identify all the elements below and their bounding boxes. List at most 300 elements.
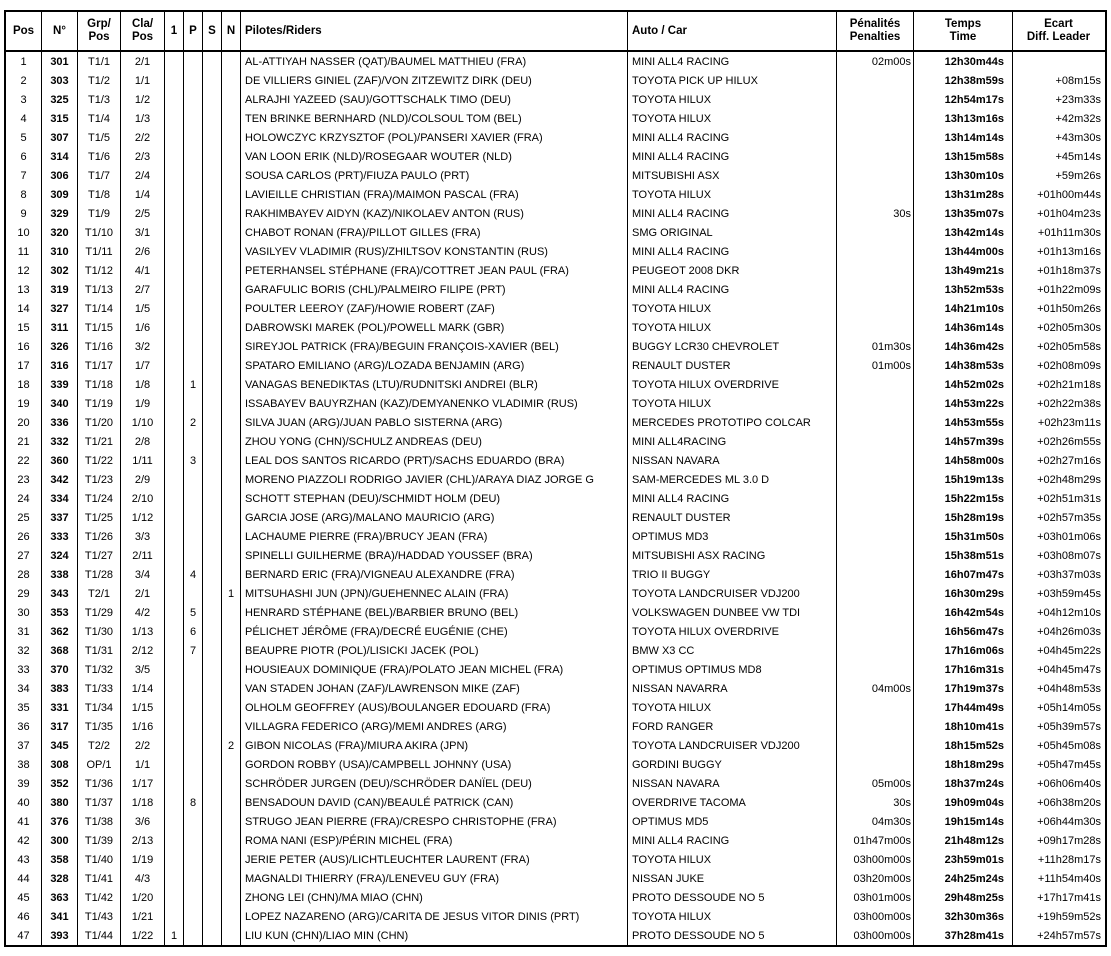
cell-col-n <box>222 774 241 793</box>
cell-pos: 13 <box>6 280 42 299</box>
cell-group-pos: T1/26 <box>78 527 121 546</box>
cell-riders: JERIE PETER (AUS)/LICHTLEUCHTER LAURENT (FRA) <box>241 850 628 869</box>
cell-number: 363 <box>42 888 78 907</box>
table-row <box>6 470 1105 489</box>
cell-riders: VASILYEV VLADIMIR (RUS)/ZHILTSOV KONSTANTIN (RUS) <box>241 242 628 261</box>
cell-col-s <box>203 280 222 299</box>
cell-group-pos: T1/18 <box>78 375 121 394</box>
cell-col-n <box>222 204 241 223</box>
cell-col-1 <box>165 71 184 90</box>
cell-time: 24h25m24s <box>914 869 1013 888</box>
cell-riders: ZHONG LEI (CHN)/MA MIAO (CHN) <box>241 888 628 907</box>
cell-number: 329 <box>42 204 78 223</box>
cell-col-1 <box>165 793 184 812</box>
header-group-line2: Pos <box>88 31 110 43</box>
cell-col-s <box>203 109 222 128</box>
cell-diff-leader: +02h27m16s <box>1037 454 1101 467</box>
cell-group-pos: T1/11 <box>78 242 121 261</box>
cell-number: 352 <box>42 774 78 793</box>
cell-penalty <box>837 166 914 185</box>
cell-penalty <box>837 660 914 679</box>
cell-group-pos: T1/30 <box>78 622 121 641</box>
cell-col-s <box>203 603 222 622</box>
cell-penalty <box>837 622 914 641</box>
cell-col-1 <box>165 755 184 774</box>
cell-diff-leader: +01h04m23s <box>1037 207 1101 220</box>
cell-car: TOYOTA HILUX <box>628 394 837 413</box>
cell-diff-leader: +04h26m03s <box>1037 625 1101 638</box>
cell-pos: 37 <box>6 736 42 755</box>
cell-pos: 27 <box>6 546 42 565</box>
cell-col-s <box>203 432 222 451</box>
cell-group-pos: T1/37 <box>78 793 121 812</box>
cell-group-pos: T1/14 <box>78 299 121 318</box>
cell-group-pos: T2/1 <box>78 584 121 603</box>
cell-riders: SILVA JUAN (ARG)/JUAN PABLO SISTERNA (ARG) <box>241 413 628 432</box>
table-row <box>6 793 1105 812</box>
cell-riders: SCHRÖDER JURGEN (DEU)/SCHRÖDER DANÏEL (DEU) <box>241 774 628 793</box>
cell-col-n <box>222 850 241 869</box>
results-table <box>4 10 1107 947</box>
cell-pos: 3 <box>6 90 42 109</box>
header-class-line2: Pos <box>131 31 154 43</box>
cell-pos: 16 <box>6 337 42 356</box>
cell-col-s <box>203 926 222 945</box>
cell-col-n <box>222 869 241 888</box>
cell-col-s <box>203 641 222 660</box>
cell-class-pos: 1/1 <box>121 71 165 90</box>
cell-col-1 <box>165 850 184 869</box>
cell-group-pos: T1/22 <box>78 451 121 470</box>
cell-car: TOYOTA PICK UP HILUX <box>628 71 837 90</box>
cell-col-s <box>203 242 222 261</box>
cell-class-pos: 1/13 <box>121 622 165 641</box>
table-row <box>6 413 1105 432</box>
cell-group-pos: T1/8 <box>78 185 121 204</box>
cell-number: 362 <box>42 622 78 641</box>
cell-col-n <box>222 166 241 185</box>
table-row <box>6 565 1105 584</box>
cell-penalty: 03h20m00s <box>837 869 914 888</box>
table-row <box>6 850 1105 869</box>
cell-number: 380 <box>42 793 78 812</box>
cell-class-pos: 1/3 <box>121 109 165 128</box>
cell-col-p: 6 <box>184 622 203 641</box>
cell-diff-leader: +06h06m40s <box>1037 777 1101 790</box>
cell-diff-leader: +02h05m58s <box>1037 340 1101 353</box>
cell-penalty: 30s <box>837 793 914 812</box>
cell-pos: 4 <box>6 109 42 128</box>
cell-col-s <box>203 584 222 603</box>
cell-col-n <box>222 888 241 907</box>
cell-col-1 <box>165 147 184 166</box>
cell-penalty <box>837 489 914 508</box>
cell-time: 14h36m14s <box>914 318 1013 337</box>
table-row <box>6 907 1105 926</box>
cell-col-p <box>184 147 203 166</box>
cell-number: 310 <box>42 242 78 261</box>
cell-time: 18h15m52s <box>914 736 1013 755</box>
cell-group-pos: T1/4 <box>78 109 121 128</box>
cell-col-s <box>203 812 222 831</box>
cell-diff-leader: +01h13m16s <box>1037 245 1101 258</box>
cell-number: 341 <box>42 907 78 926</box>
cell-group-pos: T1/21 <box>78 432 121 451</box>
cell-riders: LACHAUME PIERRE (FRA)/BRUCY JEAN (FRA) <box>241 527 628 546</box>
cell-col-n <box>222 128 241 147</box>
cell-col-1 <box>165 641 184 660</box>
cell-number: 324 <box>42 546 78 565</box>
cell-col-1 <box>165 204 184 223</box>
cell-penalty <box>837 223 914 242</box>
table-row <box>6 128 1105 147</box>
cell-col-p <box>184 508 203 527</box>
cell-penalty: 02m00s <box>837 52 914 71</box>
table-row <box>6 261 1105 280</box>
cell-class-pos: 2/5 <box>121 204 165 223</box>
cell-col-n <box>222 71 241 90</box>
cell-col-p <box>184 128 203 147</box>
cell-class-pos: 2/13 <box>121 831 165 850</box>
cell-col-n <box>222 660 241 679</box>
cell-col-s <box>203 546 222 565</box>
cell-col-p <box>184 717 203 736</box>
cell-time: 16h30m29s <box>914 584 1013 603</box>
cell-riders: ALRAJHI YAZEED (SAU)/GOTTSCHALK TIMO (DEU) <box>241 90 628 109</box>
cell-time: 16h56m47s <box>914 622 1013 641</box>
cell-diff-leader: +59m26s <box>1055 169 1101 182</box>
cell-col-p <box>184 698 203 717</box>
cell-class-pos: 2/1 <box>121 584 165 603</box>
cell-car: MINI ALL4 RACING <box>628 147 837 166</box>
cell-car: OVERDRIVE TACOMA <box>628 793 837 812</box>
cell-col-1 <box>165 394 184 413</box>
cell-pos: 20 <box>6 413 42 432</box>
cell-car: BUGGY LCR30 CHEVROLET <box>628 337 837 356</box>
cell-diff-leader: +02h21m18s <box>1037 378 1101 391</box>
cell-riders: SPINELLI GUILHERME (BRA)/HADDAD YOUSSEF (BRA) <box>241 546 628 565</box>
cell-penalty <box>837 432 914 451</box>
cell-number: 370 <box>42 660 78 679</box>
cell-group-pos: T1/16 <box>78 337 121 356</box>
cell-penalty <box>837 109 914 128</box>
cell-col-s <box>203 622 222 641</box>
cell-car: TRIO II BUGGY <box>628 565 837 584</box>
cell-col-p <box>184 850 203 869</box>
cell-diff-leader: +06h38m20s <box>1037 796 1101 809</box>
cell-group-pos: T1/32 <box>78 660 121 679</box>
cell-car: MINI ALL4 RACING <box>628 52 837 71</box>
cell-col-n <box>222 109 241 128</box>
cell-number: 360 <box>42 451 78 470</box>
cell-riders: BEAUPRE PIOTR (POL)/LISICKI JACEK (POL) <box>241 641 628 660</box>
cell-riders: VILLAGRA FEDERICO (ARG)/MEMI ANDRES (ARG) <box>241 717 628 736</box>
cell-col-p <box>184 299 203 318</box>
cell-time: 18h10m41s <box>914 717 1013 736</box>
table-row <box>6 185 1105 204</box>
cell-diff-leader: +02h08m09s <box>1037 359 1101 372</box>
cell-col-p <box>184 109 203 128</box>
cell-col-n: 2 <box>222 736 241 755</box>
cell-class-pos: 3/1 <box>121 223 165 242</box>
cell-time: 15h38m51s <box>914 546 1013 565</box>
table-row <box>6 109 1105 128</box>
cell-col-s <box>203 907 222 926</box>
cell-col-n <box>222 641 241 660</box>
cell-pos: 1 <box>6 52 42 71</box>
cell-penalty <box>837 755 914 774</box>
cell-riders: LEAL DOS SANTOS RICARDO (PRT)/SACHS EDUARDO (BRA) <box>241 451 628 470</box>
table-row <box>6 641 1105 660</box>
cell-time: 16h07m47s <box>914 565 1013 584</box>
cell-col-1 <box>165 90 184 109</box>
header-col-1: 1 <box>165 12 184 50</box>
cell-col-1 <box>165 869 184 888</box>
cell-pos: 42 <box>6 831 42 850</box>
cell-diff-leader: +01h18m37s <box>1037 264 1101 277</box>
cell-pos: 18 <box>6 375 42 394</box>
cell-class-pos: 1/19 <box>121 850 165 869</box>
cell-col-s <box>203 204 222 223</box>
cell-col-n <box>222 508 241 527</box>
cell-col-s <box>203 299 222 318</box>
cell-pos: 36 <box>6 717 42 736</box>
cell-col-s <box>203 755 222 774</box>
cell-time: 13h52m53s <box>914 280 1013 299</box>
cell-number: 342 <box>42 470 78 489</box>
cell-pos: 28 <box>6 565 42 584</box>
cell-car: VOLKSWAGEN DUNBEE VW TDI <box>628 603 837 622</box>
cell-riders: MORENO PIAZZOLI RODRIGO JAVIER (CHL)/ARAYA DIAZ JORGE G <box>241 470 628 489</box>
cell-col-p: 7 <box>184 641 203 660</box>
header-time-line2: Time <box>949 31 977 43</box>
cell-penalty: 03h00m00s <box>837 907 914 926</box>
cell-number: 317 <box>42 717 78 736</box>
cell-car: TOYOTA HILUX <box>628 907 837 926</box>
cell-number: 320 <box>42 223 78 242</box>
cell-col-s <box>203 90 222 109</box>
cell-col-s <box>203 679 222 698</box>
cell-pos: 47 <box>6 926 42 945</box>
cell-class-pos: 1/14 <box>121 679 165 698</box>
results-table-header <box>6 12 1105 52</box>
cell-class-pos: 2/12 <box>121 641 165 660</box>
cell-col-s <box>203 527 222 546</box>
cell-class-pos: 2/7 <box>121 280 165 299</box>
table-row <box>6 432 1105 451</box>
cell-riders: HENRARD STÉPHANE (BEL)/BARBIER BRUNO (BEL) <box>241 603 628 622</box>
cell-col-p <box>184 926 203 945</box>
cell-car: TOYOTA HILUX <box>628 90 837 109</box>
cell-class-pos: 2/4 <box>121 166 165 185</box>
cell-col-s <box>203 489 222 508</box>
cell-number: 309 <box>42 185 78 204</box>
cell-col-p <box>184 90 203 109</box>
cell-diff-leader: +24h57m57s <box>1037 929 1101 942</box>
cell-car: TOYOTA HILUX <box>628 185 837 204</box>
cell-riders: AL-ATTIYAH NASSER (QAT)/BAUMEL MATTHIEU (FRA) <box>241 52 628 71</box>
table-row <box>6 736 1105 755</box>
cell-class-pos: 1/4 <box>121 185 165 204</box>
cell-group-pos: T2/2 <box>78 736 121 755</box>
cell-car: OPTIMUS MD5 <box>628 812 837 831</box>
cell-col-s <box>203 223 222 242</box>
header-class-pos <box>121 12 165 50</box>
cell-col-1 <box>165 546 184 565</box>
cell-diff-leader: +43m30s <box>1055 131 1101 144</box>
cell-class-pos: 1/18 <box>121 793 165 812</box>
cell-col-1 <box>165 736 184 755</box>
cell-class-pos: 1/21 <box>121 907 165 926</box>
table-row <box>6 204 1105 223</box>
cell-col-1 <box>165 660 184 679</box>
cell-group-pos: T1/5 <box>78 128 121 147</box>
cell-riders: TEN BRINKE BERNHARD (NLD)/COLSOUL TOM (BEL) <box>241 109 628 128</box>
cell-pos: 40 <box>6 793 42 812</box>
cell-penalty <box>837 261 914 280</box>
cell-riders: ZHOU YONG (CHN)/SCHULZ ANDREAS (DEU) <box>241 432 628 451</box>
cell-riders: GARCIA JOSE (ARG)/MALANO MAURICIO (ARG) <box>241 508 628 527</box>
cell-time: 15h28m19s <box>914 508 1013 527</box>
cell-group-pos: T1/9 <box>78 204 121 223</box>
cell-time: 14h57m39s <box>914 432 1013 451</box>
cell-col-n <box>222 337 241 356</box>
cell-col-n <box>222 470 241 489</box>
cell-riders: POULTER LEEROY (ZAF)/HOWIE ROBERT (ZAF) <box>241 299 628 318</box>
cell-penalty <box>837 527 914 546</box>
cell-pos: 2 <box>6 71 42 90</box>
cell-group-pos: T1/36 <box>78 774 121 793</box>
cell-diff-leader: +05h45m08s <box>1037 739 1101 752</box>
cell-col-n <box>222 793 241 812</box>
cell-col-s <box>203 261 222 280</box>
cell-number: 311 <box>42 318 78 337</box>
cell-riders: SCHOTT STEPHAN (DEU)/SCHMIDT HOLM (DEU) <box>241 489 628 508</box>
cell-col-1 <box>165 413 184 432</box>
cell-pos: 5 <box>6 128 42 147</box>
cell-col-1 <box>165 584 184 603</box>
cell-pos: 32 <box>6 641 42 660</box>
cell-penalty <box>837 71 914 90</box>
cell-col-n <box>222 375 241 394</box>
cell-car: MITSUBISHI ASX RACING <box>628 546 837 565</box>
cell-pos: 29 <box>6 584 42 603</box>
cell-riders: LIU KUN (CHN)/LIAO MIN (CHN) <box>241 926 628 945</box>
cell-penalty <box>837 451 914 470</box>
cell-col-p <box>184 831 203 850</box>
cell-number: 339 <box>42 375 78 394</box>
cell-class-pos: 2/9 <box>121 470 165 489</box>
cell-pos: 22 <box>6 451 42 470</box>
cell-diff-leader: +19h59m52s <box>1037 910 1101 923</box>
cell-car: PROTO DESSOUDE NO 5 <box>628 926 837 945</box>
cell-penalty <box>837 584 914 603</box>
cell-time: 18h18m29s <box>914 755 1013 774</box>
cell-diff-leader: +09h17m28s <box>1037 834 1101 847</box>
cell-col-1 <box>165 679 184 698</box>
cell-group-pos: T1/12 <box>78 261 121 280</box>
table-row <box>6 375 1105 394</box>
cell-col-1 <box>165 242 184 261</box>
cell-col-1 <box>165 52 184 71</box>
cell-class-pos: 4/2 <box>121 603 165 622</box>
cell-car: BMW X3 CC <box>628 641 837 660</box>
cell-riders: GIBON NICOLAS (FRA)/MIURA AKIRA (JPN) <box>241 736 628 755</box>
table-row <box>6 508 1105 527</box>
cell-col-n <box>222 565 241 584</box>
cell-car: TOYOTA HILUX <box>628 318 837 337</box>
cell-pos: 7 <box>6 166 42 185</box>
cell-time: 18h37m24s <box>914 774 1013 793</box>
cell-class-pos: 2/8 <box>121 432 165 451</box>
cell-col-s <box>203 736 222 755</box>
cell-col-n <box>222 299 241 318</box>
table-row <box>6 90 1105 109</box>
cell-class-pos: 3/3 <box>121 527 165 546</box>
results-table-body <box>6 52 1105 945</box>
cell-riders: CHABOT RONAN (FRA)/PILLOT GILLES (FRA) <box>241 223 628 242</box>
cell-col-p: 5 <box>184 603 203 622</box>
header-time <box>914 12 1013 50</box>
cell-pos: 17 <box>6 356 42 375</box>
cell-col-p <box>184 736 203 755</box>
cell-penalty <box>837 717 914 736</box>
cell-class-pos: 4/3 <box>121 869 165 888</box>
cell-car: MINI ALL4 RACING <box>628 831 837 850</box>
header-car: Auto / Car <box>628 12 837 50</box>
cell-number: 314 <box>42 147 78 166</box>
cell-col-1 <box>165 565 184 584</box>
cell-group-pos: T1/43 <box>78 907 121 926</box>
cell-number: 340 <box>42 394 78 413</box>
cell-time: 14h53m22s <box>914 394 1013 413</box>
table-row <box>6 356 1105 375</box>
cell-col-1 <box>165 280 184 299</box>
cell-col-p <box>184 527 203 546</box>
cell-col-n <box>222 223 241 242</box>
cell-car: TOYOTA HILUX <box>628 698 837 717</box>
cell-col-n <box>222 185 241 204</box>
cell-penalty <box>837 736 914 755</box>
cell-time: 12h30m44s <box>914 52 1013 71</box>
cell-class-pos: 2/11 <box>121 546 165 565</box>
header-riders: Pilotes/Riders <box>241 12 628 50</box>
cell-number: 358 <box>42 850 78 869</box>
cell-group-pos: T1/20 <box>78 413 121 432</box>
cell-col-s <box>203 394 222 413</box>
cell-riders: MITSUHASHI JUN (JPN)/GUEHENNEC ALAIN (FRA) <box>241 584 628 603</box>
cell-pos: 26 <box>6 527 42 546</box>
cell-col-n <box>222 717 241 736</box>
cell-number: 319 <box>42 280 78 299</box>
table-row <box>6 869 1105 888</box>
cell-penalty <box>837 185 914 204</box>
cell-col-p <box>184 185 203 204</box>
cell-time: 17h16m06s <box>914 641 1013 660</box>
cell-penalty <box>837 90 914 109</box>
cell-pos: 25 <box>6 508 42 527</box>
cell-class-pos: 2/2 <box>121 128 165 147</box>
cell-number: 334 <box>42 489 78 508</box>
cell-class-pos: 2/2 <box>121 736 165 755</box>
cell-car: NISSAN NAVARA <box>628 774 837 793</box>
cell-time: 32h30m36s <box>914 907 1013 926</box>
cell-col-p <box>184 660 203 679</box>
header-diff-line1: Ecart <box>1044 18 1073 30</box>
cell-col-p <box>184 52 203 71</box>
cell-diff-leader: +03h01m06s <box>1037 530 1101 543</box>
cell-car: TOYOTA HILUX OVERDRIVE <box>628 622 837 641</box>
